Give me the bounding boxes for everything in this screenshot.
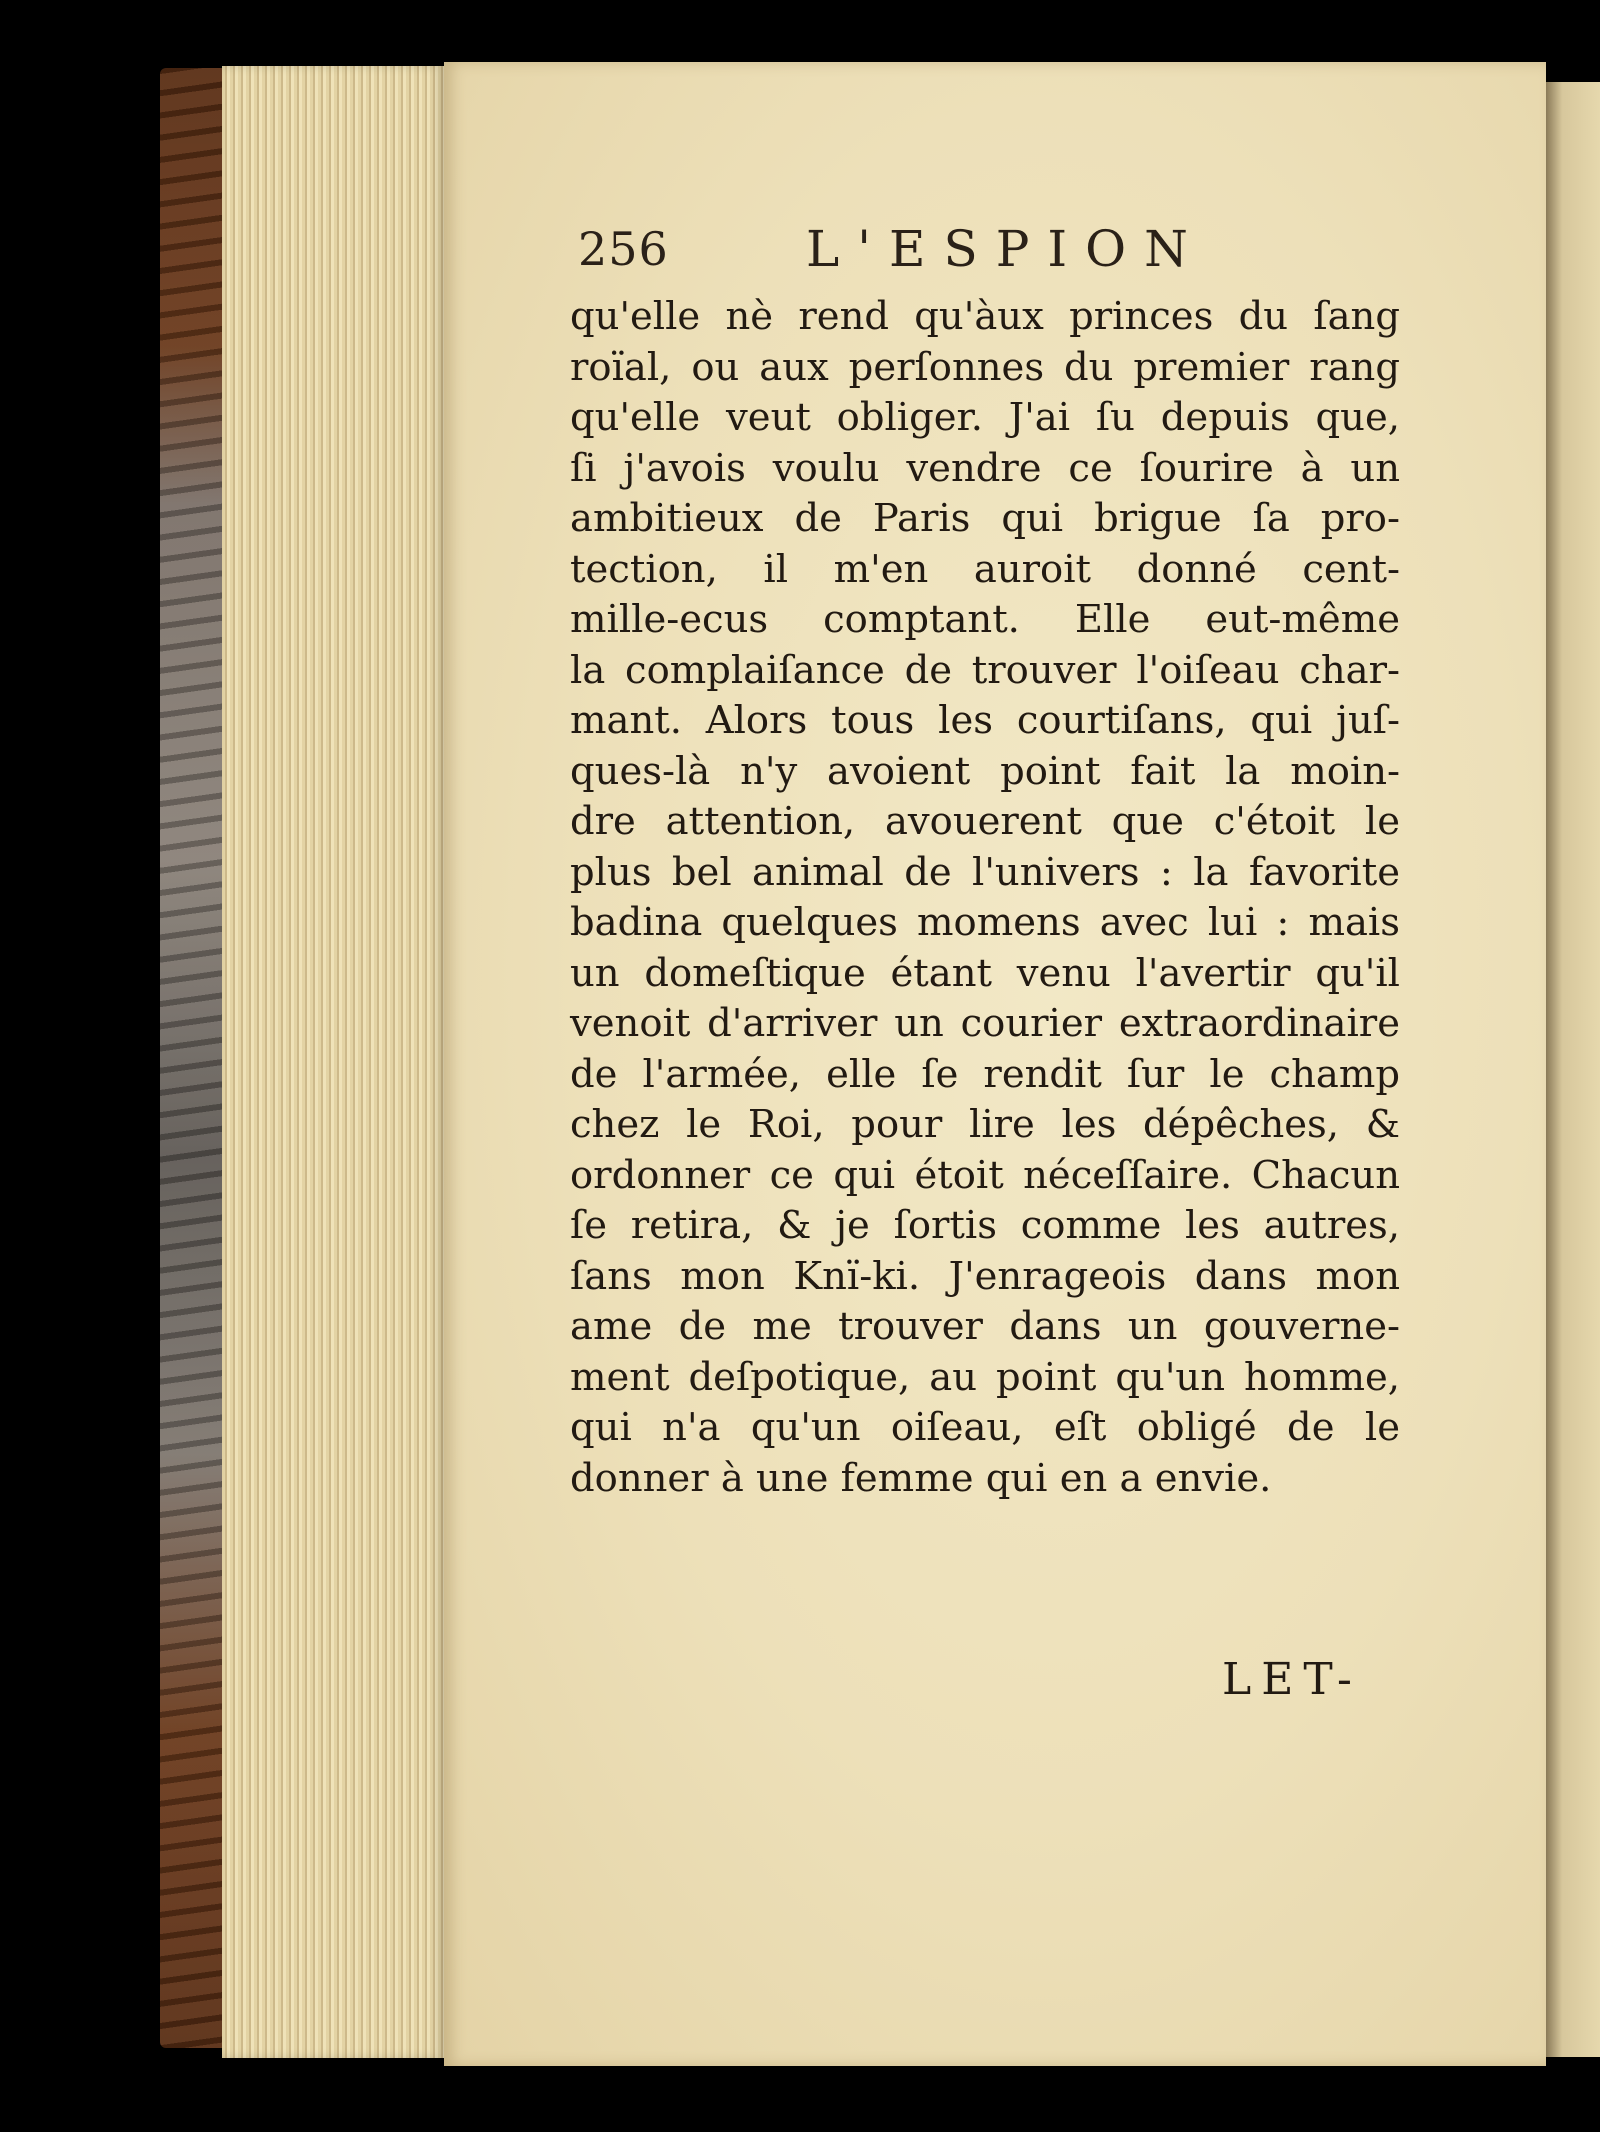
page-number: 256 [578, 222, 669, 276]
text-line: qu'elle veut obliger. J'ai ſu depuis que, [570, 395, 1400, 440]
text-line: qu'elle nè rend qu'àux princes du ſang [570, 294, 1400, 339]
text-line: ques-là n'y avoient point fait la moin- [570, 748, 1400, 794]
text-line: venoit d'arriver un courier extraordinaire [570, 1001, 1400, 1046]
text-line: donner à une femme qui en a envie. [570, 1455, 1272, 1501]
text-line: mant. Alors tous les courtiſans, qui juſ- [570, 698, 1400, 743]
catchword: LET- [1222, 1654, 1362, 1705]
text-line: ment deſpotique, au point qu'un homme, [570, 1354, 1400, 1400]
body-text [570, 292, 1400, 1504]
book-spine [160, 68, 230, 2048]
text-line: chez le Roi, pour lire les dépêches, & [570, 1102, 1400, 1147]
text-line: un domeſtique étant venu l'avertir qu'il [570, 950, 1400, 996]
text-line: plus bel animal de l'univers : la favorite [570, 849, 1400, 895]
text-line: ame de me trouver dans un gouverne- [570, 1304, 1400, 1349]
text-line: dre attention, avouerent que c'étoit le [570, 799, 1400, 844]
text-line: roïal, ou aux perſonnes du premier rang [570, 344, 1400, 390]
text-line: badina quelques momens avec lui : mais [570, 900, 1400, 945]
text-line: qui n'a qu'un oiſeau, eſt obligé de le [570, 1405, 1400, 1450]
facing-page-edge [1546, 82, 1600, 2057]
text-line: ordonner ce qui étoit néceſſaire. Chacun [570, 1152, 1400, 1198]
text-line: ſe retira, & je ſortis comme les autres, [570, 1203, 1400, 1248]
text-line: mille-ecus comptant. Elle eut-même [570, 597, 1400, 642]
text-line: ſi j'avois voulu vendre ce ſourire à un [570, 445, 1400, 491]
running-title: L'ESPION [806, 220, 1206, 278]
text-line: la complaiſance de trouver l'oiſeau char- [570, 647, 1400, 693]
text-line: tection, il m'en auroit donné cent- [570, 546, 1400, 592]
text-line: de l'armée, elle ſe rendit ſur le champ [570, 1051, 1400, 1097]
running-head [578, 222, 1278, 292]
text-line: ambitieux de Paris qui brigue ſa pro- [570, 496, 1400, 541]
text-line: ſans mon Knï-ki. J'enrageois dans mon [570, 1253, 1400, 1299]
page-edges [222, 66, 444, 2058]
